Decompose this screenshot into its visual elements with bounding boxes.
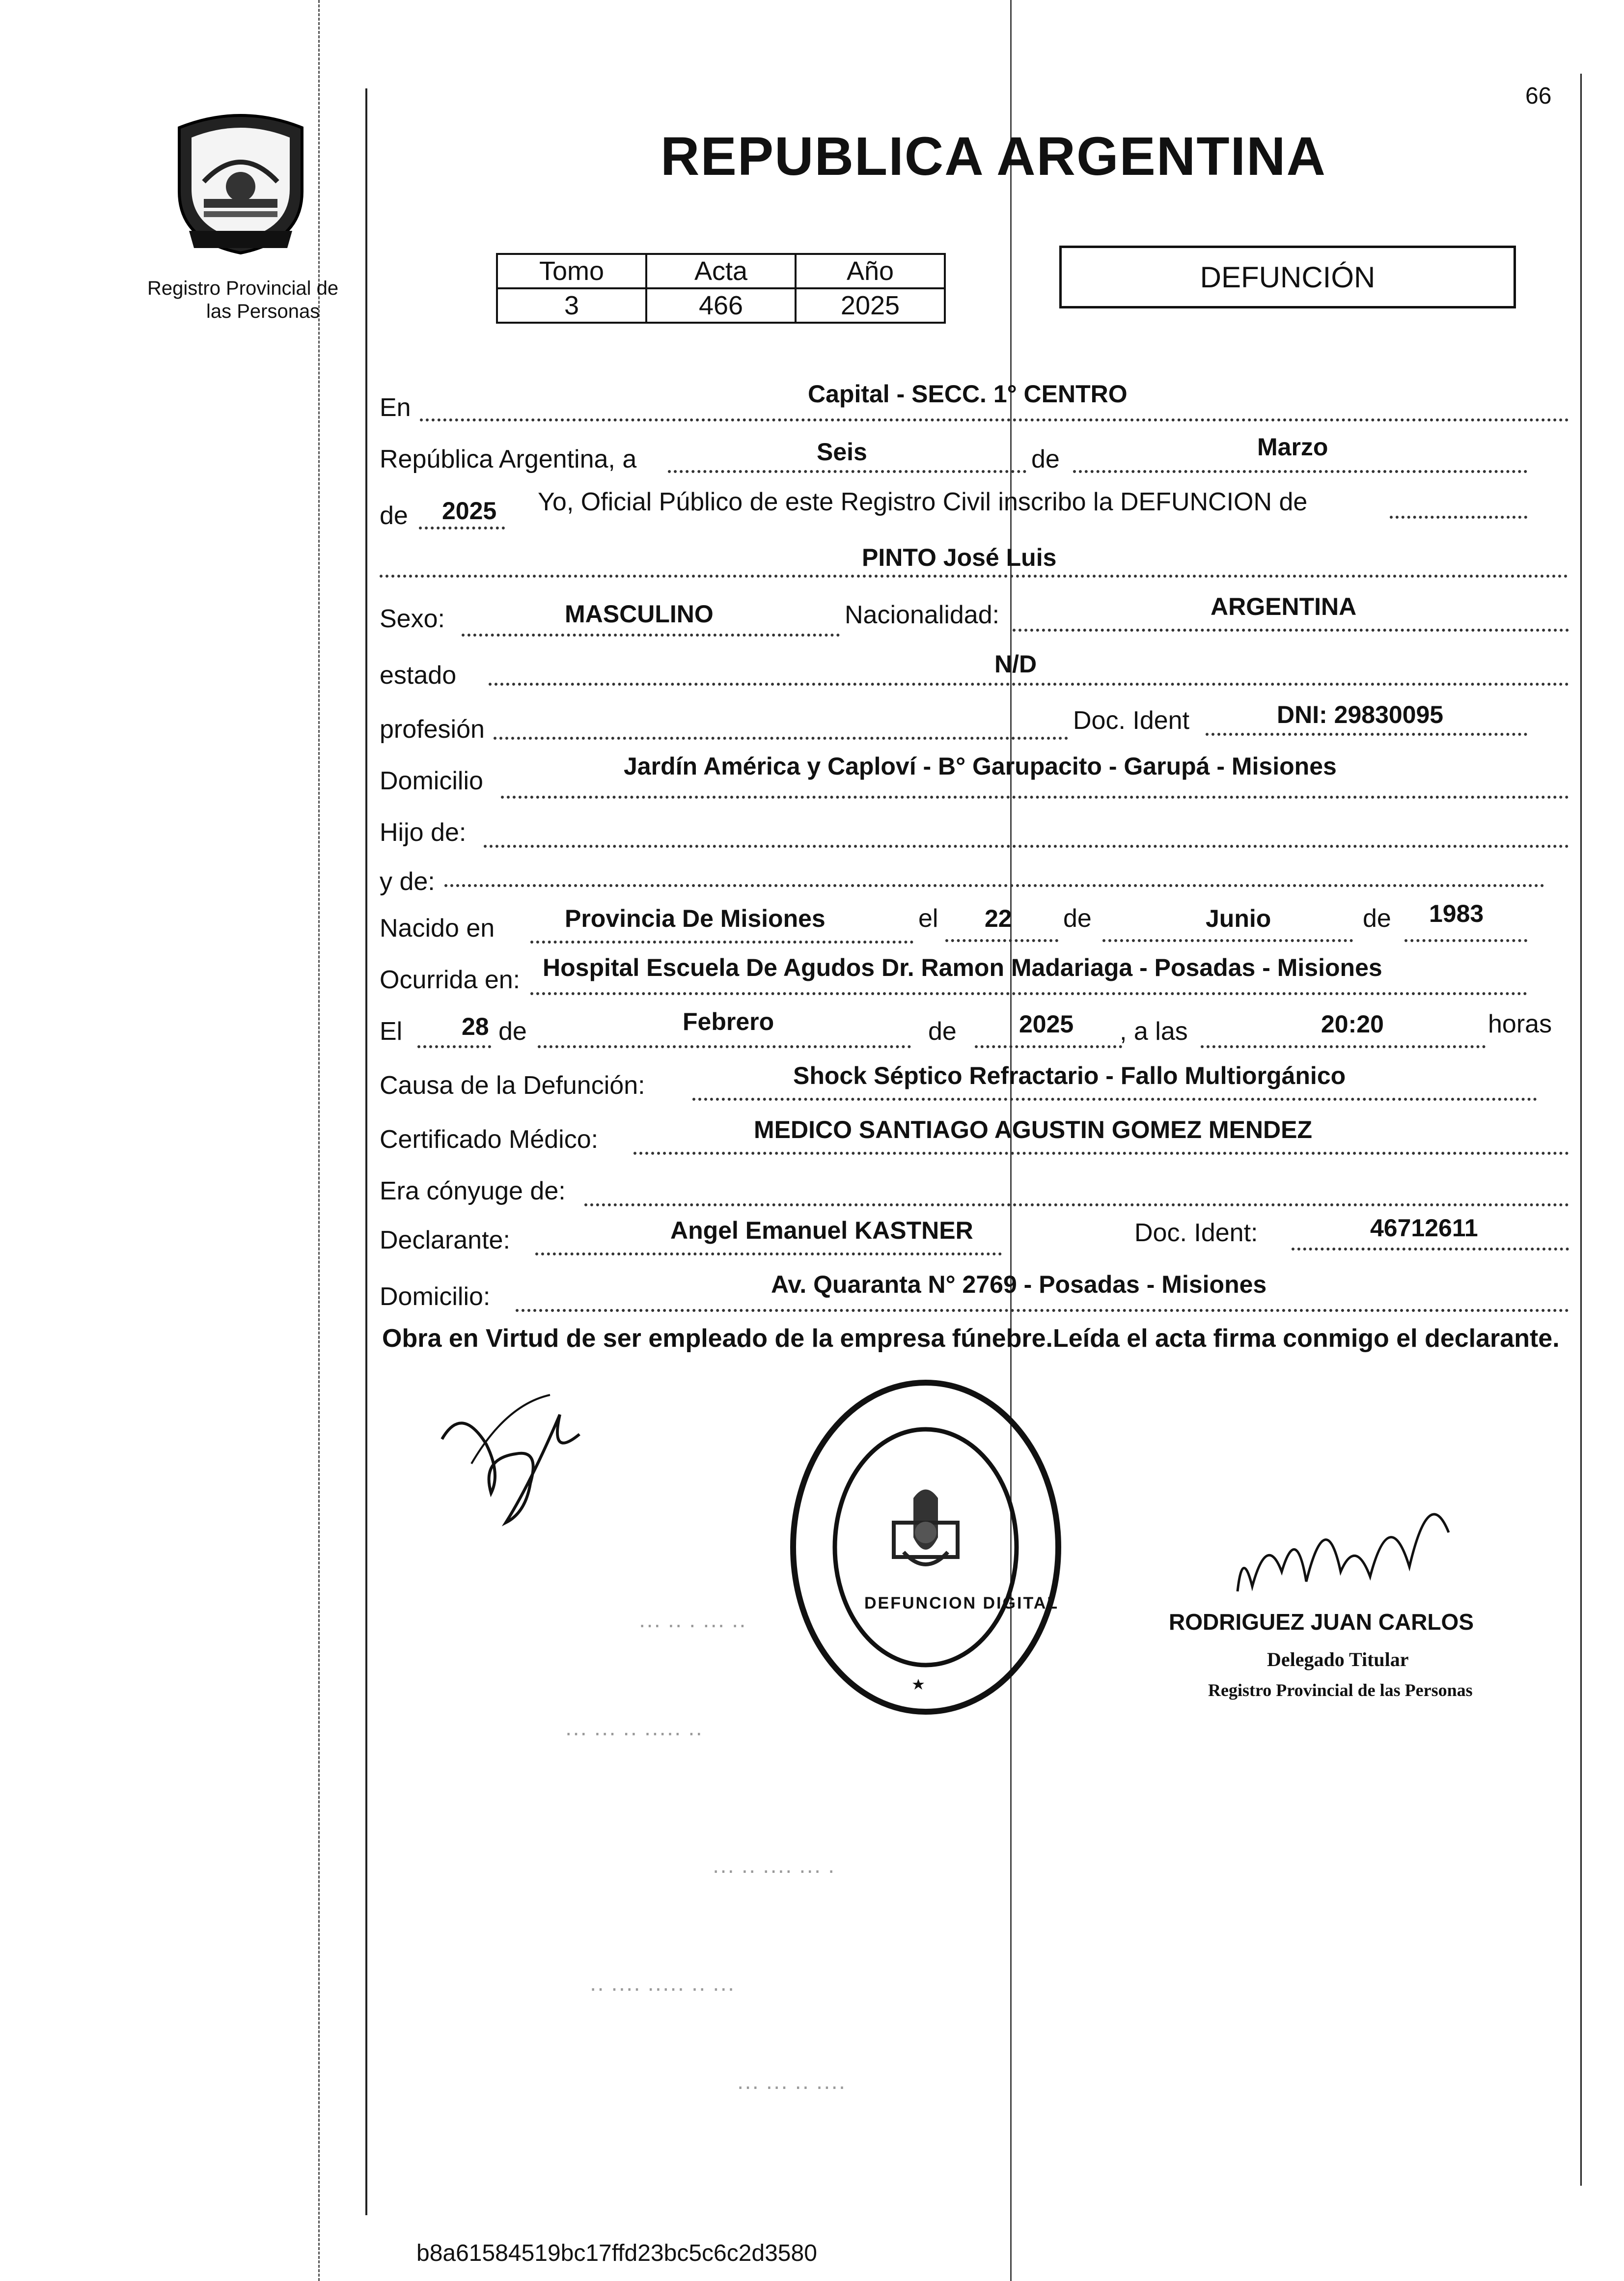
value-anio: 2025 [442,497,497,525]
dots-anio [419,527,505,529]
label-el-cap: El [380,1017,403,1046]
value-declarante: Angel Emanuel KASTNER [670,1217,973,1244]
label-de-1: de [1031,445,1060,473]
dots-inscribo [1390,516,1527,519]
label-declarante: Declarante: [380,1226,510,1254]
label-y-de: y de: [380,867,435,896]
dots-causa [692,1098,1537,1101]
dots-mes [1073,470,1527,473]
seal-inner-text: DEFUNCION DIGITAL [864,1594,1059,1613]
value-certificado: MEDICO SANTIAGO AGUSTIN GOMEZ MENDEZ [754,1116,1313,1143]
label-de-5: de [498,1017,527,1046]
value-nac-mes: Junio [1206,905,1271,932]
dots-nac-dia [945,939,1058,942]
dots-domicilio-2 [516,1309,1569,1312]
label-en: En [380,393,411,422]
act-type: DEFUNCIÓN [1200,260,1376,294]
table-header-anio: Año [796,254,945,288]
bleed-through-4: ·· ···· ····· ·· ··· [589,1975,735,2001]
delegate-name: RODRIGUEZ JUAN CARLOS [1169,1609,1474,1635]
value-ocurrida-en: Hospital Escuela De Agudos Dr. Ramon Madariaga - Posadas - Misiones [543,954,1382,981]
table-value-tomo: 3 [497,288,646,323]
value-declarante-domicilio: Av. Quaranta N° 2769 - Posadas - Misiones [771,1271,1267,1298]
table-value-anio: 2025 [796,288,945,323]
label-profesion: profesión [380,715,485,744]
declarant-signature [432,1385,599,1532]
dots-nac-mes [1102,939,1353,942]
bleed-through-5: ··· ··· ·· ···· [737,2073,846,2099]
dots-nombre [380,575,1568,578]
bleed-through-3: ··· ·· ···· ··· · [712,1857,835,1883]
dots-sexo [462,634,840,637]
dots-dia [668,470,1026,473]
left-dashed-line [318,0,321,2281]
value-sexo: MASCULINO [565,600,714,628]
table-header-acta: Acta [646,254,796,288]
label-ocurrida-en: Ocurrida en: [380,966,521,994]
dots-def-dia [417,1045,491,1048]
label-horas: horas [1488,1010,1552,1038]
label-estado: estado [380,661,457,690]
label-republica: República Argentina, a [380,445,637,473]
province-logo [169,108,312,255]
label-conyuge: Era cónyuge de: [380,1177,566,1205]
obra-paragraph: Obra en Virtud de ser empleado de la empresa fúnebre.Leída el acta firma conmigo el declarante. [382,1324,1560,1353]
label-nacido-en: Nacido en [380,914,495,943]
page-title: REPUBLICA ARGENTINA [661,126,1326,187]
agency-name-line1: Registro Provincial de [147,278,339,299]
delegate-signature [1223,1474,1459,1606]
label-de-3: de [1063,904,1092,933]
table-header-tomo: Tomo [497,254,646,288]
label-certificado: Certificado Médico: [380,1125,599,1154]
official-seal [786,1375,1066,1719]
label-nacionalidad: Nacionalidad: [845,601,1000,629]
dots-nac-anio [1404,939,1527,942]
label-sexo: Sexo: [380,605,445,633]
label-hijo-de: Hijo de: [380,818,467,847]
bleed-through-1: ··· ·· · ··· ·· [638,1612,746,1637]
delegate-title: Delegado Titular [1267,1648,1409,1670]
value-nacionalidad: ARGENTINA [1211,593,1357,620]
value-nac-anio: 1983 [1429,900,1484,927]
label-a-las: , a las [1120,1017,1188,1046]
delegate-office: Registro Provincial de las Personas [1208,1680,1473,1700]
dots-ocurrida-en [530,992,1527,995]
dots-declarante [535,1252,1002,1255]
value-def-hora: 20:20 [1321,1010,1384,1038]
dots-nacionalidad [1013,629,1569,632]
dots-y-de [444,884,1544,887]
footer-hash: b8a61584519bc17ffd23bc5c6c2d3580 [416,2240,817,2266]
label-el: el [918,904,938,933]
right-margin-line [1580,74,1582,2186]
value-def-mes: Febrero [683,1008,774,1035]
value-documento: DNI: 29830095 [1277,701,1444,728]
dots-hijo-de [484,845,1569,848]
value-mes: Marzo [1257,433,1328,461]
dots-def-anio [975,1045,1122,1048]
dots-def-hora [1201,1045,1486,1048]
label-inscribo: Yo, Oficial Público de este Registro Civil inscribo la DEFUNCION de [538,488,1308,516]
value-causa: Shock Séptico Refractario - Fallo Multiorgánico [793,1062,1346,1089]
label-de-6: de [928,1017,957,1046]
page-number: 66 [1525,83,1552,109]
act-type-box [1059,246,1516,308]
value-lugar: Capital - SECC. 1° CENTRO [808,380,1128,408]
value-nacido-en: Provincia De Misiones [565,905,826,932]
dots-conyuge [584,1203,1569,1206]
value-nac-dia: 22 [985,905,1012,932]
dots-domicilio [501,796,1569,799]
bleed-through-2: ··· ··· ·· ····· ·· [565,1720,703,1745]
dots-estado [489,683,1569,686]
label-doc-ident: Doc. Ident [1073,706,1190,735]
agency-name-line2: las Personas [206,301,320,322]
dots-def-mes [538,1045,911,1048]
value-declarante-doc: 46712611 [1370,1214,1478,1242]
label-domicilio: Domicilio [380,767,483,795]
value-nombre: PINTO José Luis [862,544,1057,571]
label-doc-ident-2: Doc. Ident: [1134,1219,1258,1247]
value-dia: Seis [817,438,867,466]
label-causa: Causa de la Defunción: [380,1071,645,1100]
dots-certificado [633,1152,1569,1155]
value-def-anio: 2025 [1019,1010,1074,1038]
value-def-dia: 28 [462,1013,489,1040]
dots-profesion [494,737,1068,740]
table-value-acta: 466 [646,288,796,323]
value-domicilio: Jardín América y Caploví - B° Garupacito - Garupá - Misiones [624,752,1337,780]
dots-nacido-en [530,941,913,944]
left-margin-line [365,88,367,2215]
reference-table [496,253,946,324]
dots-doc [1206,733,1527,736]
label-de-4: de [1363,904,1391,933]
value-estado: N/D [994,650,1037,678]
dots-en [420,418,1569,421]
label-domicilio-2: Domicilio: [380,1282,491,1311]
dots-declarante-doc [1292,1248,1569,1251]
label-de-2: de [380,501,408,530]
